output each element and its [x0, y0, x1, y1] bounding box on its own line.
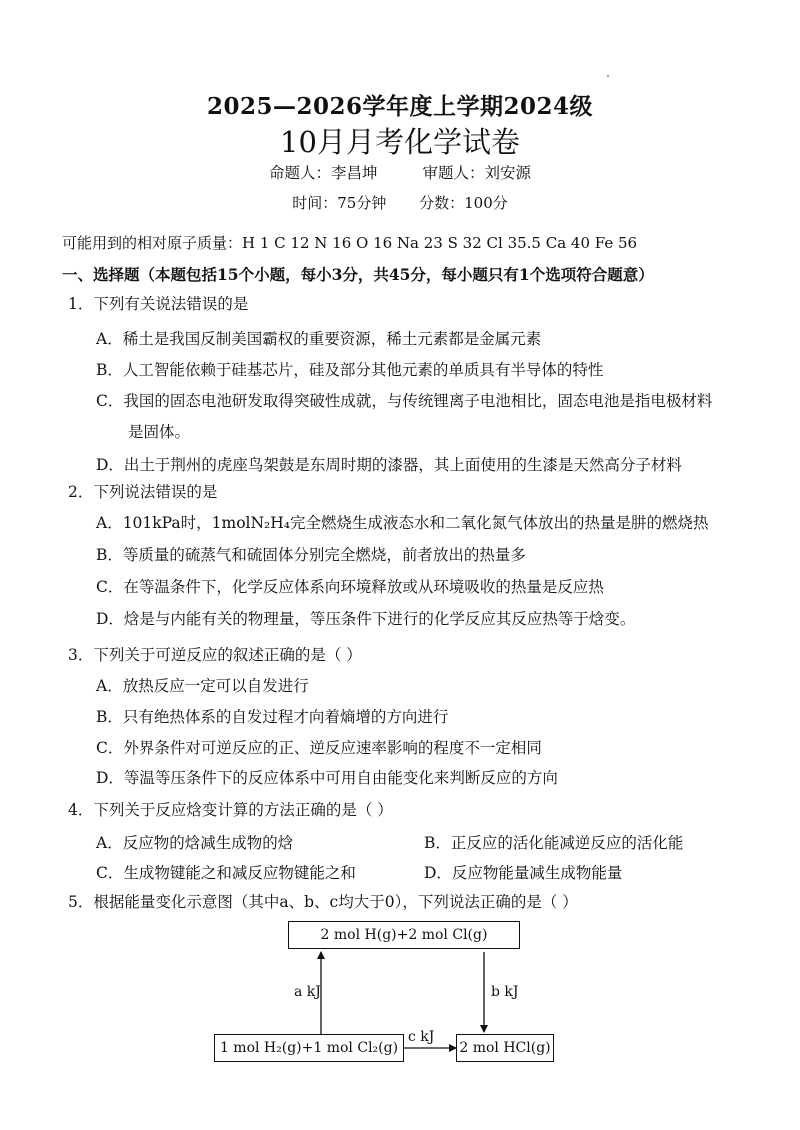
speck-mark [607, 75, 609, 77]
q3-option-c: C．外界条件对可逆反应的正、逆反应速率影响的程度不一定相同 [96, 739, 542, 757]
q3-option-d: D．等温等压条件下的反应体系中可用自由能变化来判断反应的方向 [96, 769, 558, 787]
q4-option-c: C．生成物键能之和减反应物键能之和 [96, 864, 356, 882]
q2-option-d: D．焓是与内能有关的物理量，等压条件下进行的化学反应其反应热等于焓变。 [96, 610, 636, 628]
q1-option-d: D．出土于荆州的虎座鸟架鼓是东周时期的漆器，其上面使用的生漆是天然高分子材料 [96, 456, 682, 474]
question-reviewer: 审题人：刘安源 [422, 164, 531, 182]
label-c: c kJ [408, 1029, 435, 1045]
atomic-masses: 可能用到的相对原子质量：H 1 C 12 N 16 O 16 Na 23 S 32 Cl 35.5 Ca 40 Fe 56 [62, 234, 638, 252]
product-energy-box: 2 mol HCl(g) [456, 1034, 554, 1062]
q5-stem: 5．根据能量变化示意图（其中a、b、c均大于0），下列说法正确的是（ ） [68, 893, 578, 911]
exam-title-line2: 10月月考化学试卷 [280, 125, 520, 159]
q4-stem: 4．下列关于反应焓变计算的方法正确的是（ ） [68, 801, 393, 819]
top-energy-box: 2 mol H(g)+2 mol Cl(g) [288, 921, 520, 949]
q4-option-b: B．正反应的活化能减逆反应的活化能 [424, 834, 684, 852]
exam-time: 时间：75分钟 [292, 194, 387, 212]
q2-option-b: B．等质量的硫蒸气和硫固体分别完全燃烧，前者放出的热量多 [96, 546, 526, 564]
energy-diagram [210, 918, 570, 1068]
label-b: b kJ [491, 984, 519, 1000]
label-a: a kJ [294, 984, 321, 1000]
q1-option-b: B．人工智能依赖于硅基芯片，硅及部分其他元素的单质具有半导体的特性 [96, 361, 604, 379]
q1-option-c: C．我国的固态电池研发取得突破性成就，与传统锂离子电池相比，固态电池是指电极材料 [96, 392, 713, 410]
exam-score: 分数：100分 [419, 194, 508, 212]
q2-option-a: A．101kPa时，1molN₂H₄完全燃烧生成液态水和二氧化氮气体放出的热量是肼的燃烧热 [96, 514, 709, 532]
q2-option-c: C．在等温条件下，化学反应体系向环境释放或从环境吸收的热量是反应热 [96, 578, 604, 596]
q2-stem: 2．下列说法错误的是 [68, 483, 218, 501]
section-heading: 一、选择题（本题包括15个小题，每小3分，共45分，每小题只有1个选项符合题意） [62, 265, 654, 284]
question-setter: 命题人：李昌坤 [269, 164, 378, 182]
author-line [0, 161, 800, 183]
q1-stem: 1．下列有关说法错误的是 [68, 295, 249, 313]
time-score-line [0, 192, 800, 213]
q3-option-a: A．放热反应一定可以自发进行 [96, 677, 309, 695]
q4-option-a: A．反应物的焓减生成物的焓 [96, 834, 294, 852]
q3-option-b: B．只有绝热体系的自发过程才向着熵增的方向进行 [96, 708, 449, 726]
q1-option-a: A．稀土是我国反制美国霸权的重要资源，稀土元素都是金属元素 [96, 330, 542, 348]
q4-option-d: D．反应物能量减生成物能量 [424, 864, 623, 882]
exam-title-line1: 2025—2026学年度上学期2024级 [206, 93, 594, 120]
reactant-energy-box: 1 mol H₂(g)+1 mol Cl₂(g) [214, 1034, 404, 1062]
q1-option-c-cont: 是固体。 [128, 423, 191, 441]
q3-stem: 3．下列关于可逆反应的叙述正确的是（ ） [68, 646, 362, 664]
